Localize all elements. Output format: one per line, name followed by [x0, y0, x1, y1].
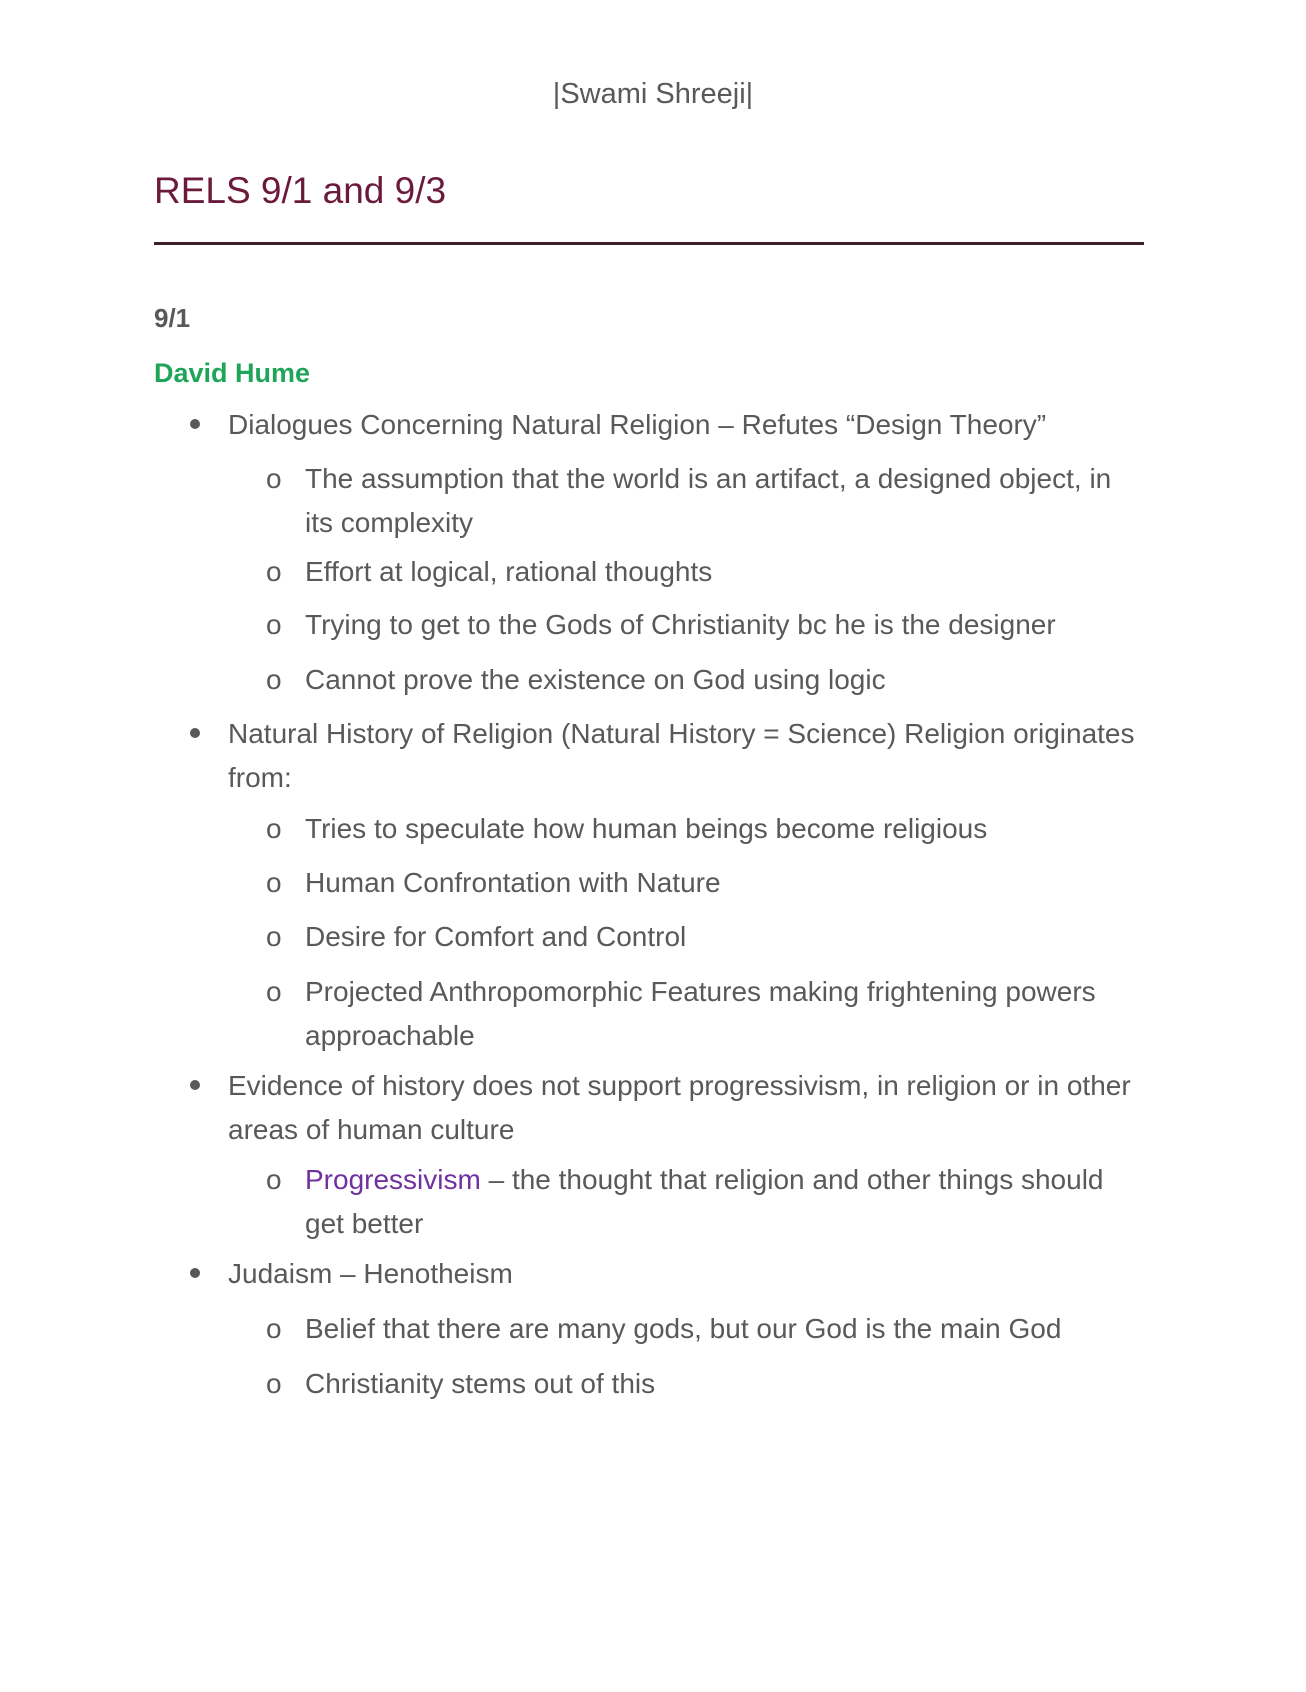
sub-bullet-item	[305, 1158, 1145, 1246]
title-divider	[154, 242, 1144, 245]
sub-bullet-marker: o	[266, 976, 282, 1007]
sub-bullet-item: Projected Anthropomorphic Features making frightening powers approachable	[305, 976, 1096, 1051]
sub-bullet-item: Desire for Comfort and Control	[305, 921, 687, 952]
bullet-item: Evidence of history does not support progressivism, in religion or in other areas of human culture	[228, 1070, 1131, 1145]
sub-bullet-marker: o	[266, 609, 282, 640]
bullet-dot	[190, 728, 200, 738]
sub-bullet-marker: o	[266, 867, 282, 898]
definition-term: Progressivism	[305, 1164, 481, 1195]
sub-bullet-marker: o	[266, 1164, 282, 1195]
page-title: RELS 9/1 and 9/3	[154, 170, 447, 211]
sub-bullet-marker: o	[266, 1368, 282, 1399]
bullet-dot	[190, 419, 200, 429]
sub-bullet-item: Effort at logical, rational thoughts	[305, 556, 713, 587]
sub-bullet-item: Human Confrontation with Nature	[305, 867, 721, 898]
bullet-dot	[190, 1268, 200, 1278]
section-date: 9/1	[154, 303, 191, 333]
sub-bullet-marker: o	[266, 664, 282, 695]
sub-bullet-item: Trying to get to the Gods of Christianity bc he is the designer	[305, 609, 1056, 640]
definition-text: – the thought that religion and other things should get better	[305, 1164, 1104, 1239]
section-topic: David Hume	[154, 358, 311, 388]
sub-bullet-item: Christianity stems out of this	[305, 1368, 656, 1399]
bullet-dot	[190, 1080, 200, 1090]
sub-bullet-item: Cannot prove the existence on God using logic	[305, 664, 886, 695]
page-header: |Swami Shreeji|	[552, 78, 754, 110]
sub-bullet-marker: o	[266, 463, 282, 494]
sub-bullet-item: The assumption that the world is an artifact, a designed object, in its complexity	[305, 463, 1112, 538]
sub-bullet-marker: o	[266, 556, 282, 587]
bullet-item: Judaism – Henotheism	[228, 1258, 513, 1289]
sub-bullet-item: Tries to speculate how human beings become religious	[305, 813, 988, 844]
bullet-item: Dialogues Concerning Natural Religion – Refutes “Design Theory”	[228, 409, 1047, 440]
bullet-item: Natural History of Religion (Natural History = Science) Religion originates from:	[228, 718, 1135, 793]
sub-bullet-marker: o	[266, 813, 282, 844]
sub-bullet-marker: o	[266, 1313, 282, 1344]
sub-bullet-item: Belief that there are many gods, but our God is the main God	[305, 1313, 1062, 1344]
sub-bullet-marker: o	[266, 921, 282, 952]
